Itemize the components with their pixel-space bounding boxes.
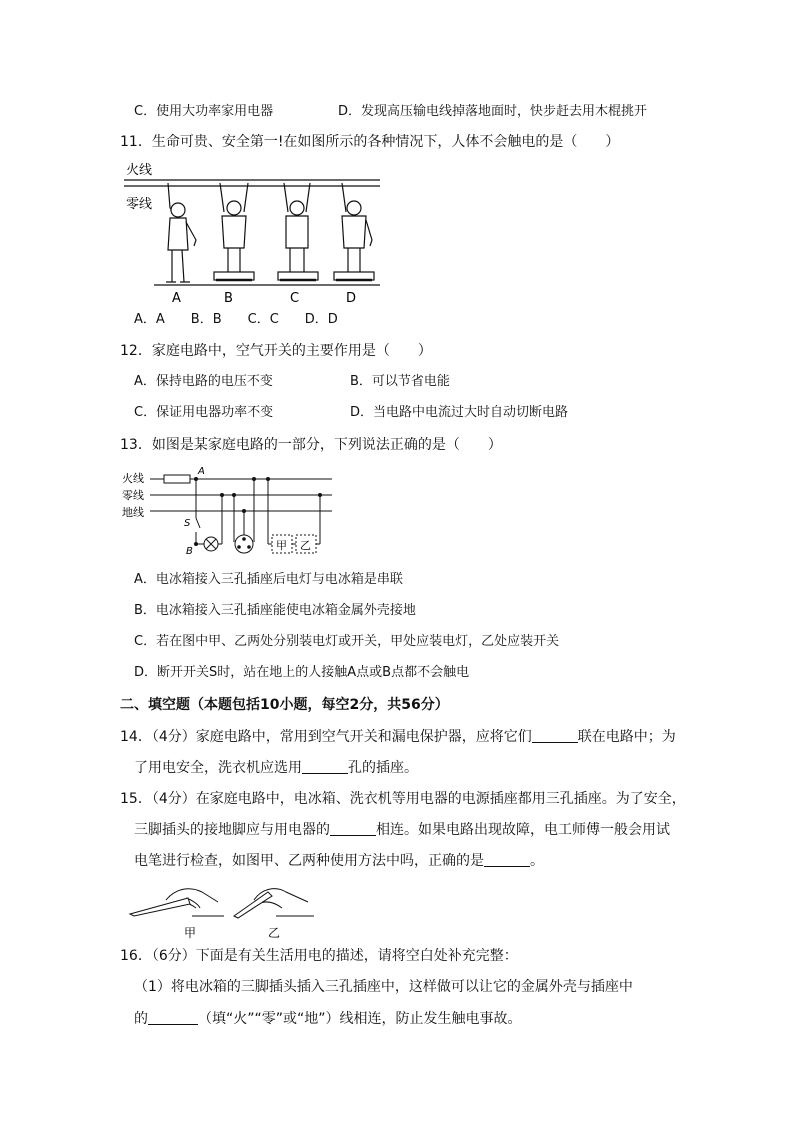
q12-option-d: D．当电路中电流过大时自动切断电路 bbox=[350, 405, 569, 420]
q12-stem: 12．家庭电路中，空气开关的主要作用是（ ） bbox=[120, 343, 432, 359]
q11-fig-label-c: C bbox=[290, 291, 300, 306]
q13-option-b: B．电冰箱接入三孔插座能使电冰箱金属外壳接地 bbox=[134, 603, 416, 618]
q15-line3 bbox=[134, 851, 544, 871]
q12-option-b: B．可以节省电能 bbox=[350, 374, 450, 389]
person-c-figure bbox=[278, 183, 318, 280]
q15-fig-label-yi: 乙 bbox=[268, 926, 281, 940]
q14-line1 bbox=[120, 727, 676, 747]
q13-option-d: D．断开开关S时，站在地上的人接触A点或B点都不会触电 bbox=[134, 665, 470, 680]
q11-label-neutral: 零线 bbox=[126, 197, 153, 212]
q13-switch-s: S bbox=[184, 518, 191, 529]
q15-tester-figure bbox=[126, 882, 316, 942]
q13-point-a: A bbox=[198, 466, 205, 477]
q14-line2 bbox=[134, 758, 418, 778]
test-pen-yi-icon bbox=[234, 892, 272, 918]
q14-blank-1[interactable] bbox=[532, 728, 578, 743]
q15-line2-text-a: 三脚插头的接地脚应与用电器的 bbox=[134, 822, 330, 838]
q16-stem: 16．（6分）下面是有关生活用电的描述，请将空白处补充完整： bbox=[120, 948, 518, 964]
q15-line2-text-b: 相连。如果电路出现故障，电工师傅一般会用试 bbox=[376, 822, 670, 838]
q10-option-d: D．发现高压输电线掉落地面时，快步赶去用木棍挑开 bbox=[338, 104, 648, 119]
q15-blank-1[interactable] bbox=[330, 821, 376, 836]
q13-box-jia-label: 甲 bbox=[276, 539, 287, 552]
q15-blank-2[interactable] bbox=[484, 852, 530, 867]
q14-line2-text-a: 了用电安全，洗衣机应选用 bbox=[134, 760, 302, 776]
q11-stem: 11．生命可贵、安全第一!在如图所示的各种情况下，人体不会触电的是（ ） bbox=[120, 134, 620, 150]
q13-label-neutral: 零线 bbox=[122, 489, 144, 502]
q14-line1-text-b: 联在电路中；为 bbox=[577, 729, 676, 745]
q11-figure bbox=[124, 158, 384, 308]
q15-fig-label-jia: 甲 bbox=[184, 926, 197, 940]
q13-label-ground: 地线 bbox=[122, 506, 144, 519]
q11-options: A．A B．B C．C D．D bbox=[134, 312, 338, 327]
q14-line1-text-a: 14．（4分）家庭电路中，常用到空气开关和漏电保护器，应将它们 bbox=[120, 729, 532, 745]
q16-sub1-line1: （1）将电冰箱的三脚插头插入三孔插座中，这样做可以让它的金属外壳与插座中 bbox=[134, 979, 633, 995]
q13-circuit-figure bbox=[122, 462, 342, 562]
q16-sub1-line2 bbox=[134, 1009, 522, 1029]
q12-option-a: A．保持电路的电压不变 bbox=[134, 374, 273, 389]
test-pen-jia-icon bbox=[130, 898, 190, 916]
q15-line2 bbox=[134, 820, 670, 840]
person-b-figure bbox=[214, 183, 254, 280]
q13-stem: 13．如图是某家庭电路的一部分，下列说法正确的是（ ） bbox=[120, 437, 502, 453]
fuse-icon bbox=[164, 475, 190, 483]
person-d-figure bbox=[334, 183, 374, 280]
q15-line1: 15．（4分）在家庭电路中，电冰箱、洗衣机等用电器的电源插座都用三孔插座。为了安全， bbox=[120, 791, 686, 807]
q11-fig-label-b: B bbox=[224, 291, 233, 306]
q11-fig-label-a: A bbox=[172, 291, 181, 306]
q15-line3-text-b: 。 bbox=[530, 853, 544, 869]
section2-title: 二、填空题（本题包括10小题，每空2分，共56分） bbox=[120, 697, 449, 713]
q15-line3-text-a: 电笔进行检查，如图甲、乙两种使用方法中吗，正确的是 bbox=[134, 853, 484, 869]
q13-box-yi-label: 乙 bbox=[300, 539, 311, 552]
q13-option-c: C．若在图中甲、乙两处分别装电灯或开关，甲处应装电灯，乙处应装开关 bbox=[134, 634, 560, 649]
q12-option-c: C．保证用电器功率不变 bbox=[134, 405, 274, 420]
q16-blank-1[interactable] bbox=[148, 1010, 198, 1025]
q16-sub1-text-b: （填“火”“零”或“地”）线相连，防止发生触电事故。 bbox=[198, 1011, 522, 1027]
q10-option-c: C．使用大功率家用电器 bbox=[134, 104, 274, 119]
q13-option-a: A．电冰箱接入三孔插座后电灯与电冰箱是串联 bbox=[134, 572, 403, 587]
q14-blank-2[interactable] bbox=[302, 759, 348, 774]
q11-label-live: 火线 bbox=[126, 163, 153, 178]
q13-point-b: B bbox=[186, 546, 193, 557]
q13-label-live: 火线 bbox=[122, 472, 144, 485]
person-a-figure bbox=[166, 183, 196, 282]
q11-fig-label-d: D bbox=[346, 291, 357, 306]
q14-line2-text-b: 孔的插座。 bbox=[348, 760, 418, 776]
q16-sub1-text-a: 的 bbox=[134, 1011, 148, 1027]
